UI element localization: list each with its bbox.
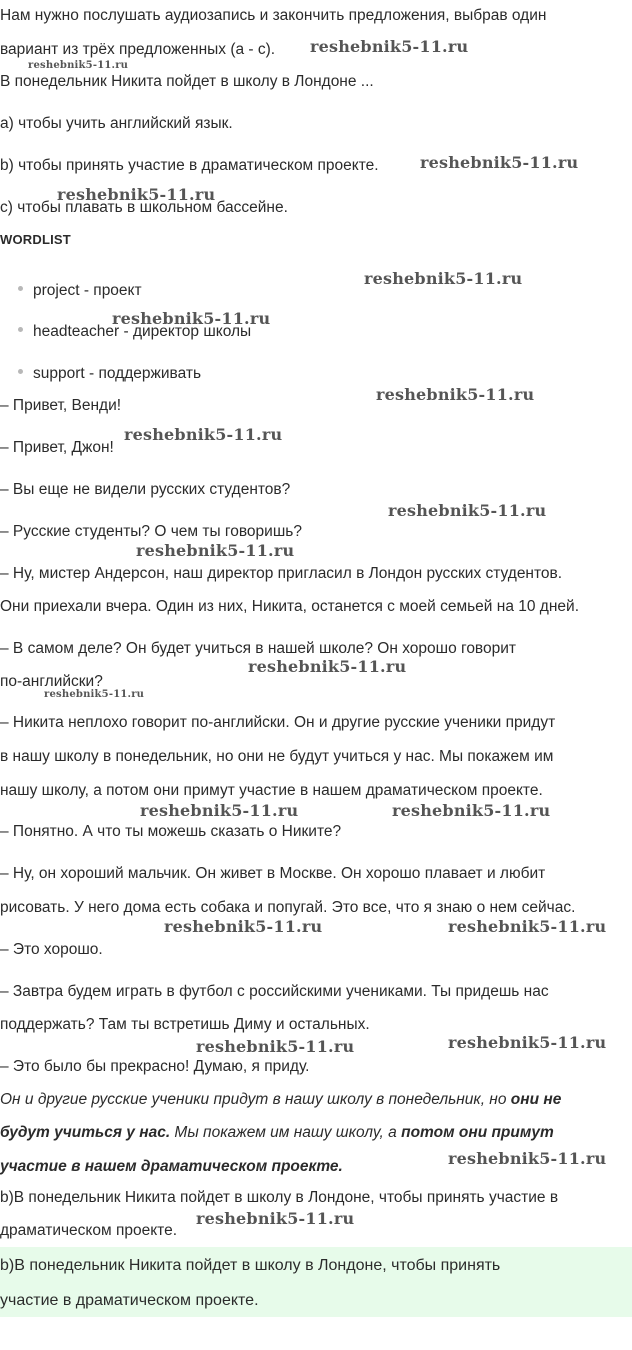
dialogue-line: – Русские студенты? О чем ты говоришь? [0, 523, 302, 540]
watermark: reshebnik5-11.ru [196, 1209, 355, 1228]
option-a: a) чтобы учить английский язык. [0, 115, 233, 132]
dialogue-line: – Вы еще не видели русских студентов? [0, 481, 291, 498]
answer-box-line-1: b)В понедельник Никита пойдет в школу в Лондоне, чтобы принять [0, 1257, 501, 1274]
dialogue-line: – В самом деле? Он будет учиться в нашей школе? Он хорошо говорит [0, 640, 516, 657]
dialogue-line: – Это хорошо. [0, 941, 103, 958]
dialogue-line: – Привет, Венди! [0, 397, 122, 414]
watermark: reshebnik5-11.ru [196, 1037, 355, 1056]
watermark: reshebnik5-11.ru [124, 425, 283, 444]
dialogue-line: – Никита неплохо говорит по-английски. Он и другие русские ученики придут [0, 714, 556, 731]
intro-line-2: вариант из трёх предложенных (a - c). [0, 41, 276, 58]
intro-line-1: Нам нужно послушать аудиозапись и закончить предложения, выбрав один [0, 7, 547, 24]
watermark: reshebnik5-11.ru [420, 153, 579, 172]
watermark: reshebnik5-11.ru [448, 1149, 607, 1168]
dialogue-line: – Ну, мистер Андерсон, наш директор пригласил в Лондон русских студентов. [0, 565, 563, 582]
watermark: reshebnik5-11.ru [364, 269, 523, 288]
answer-highlight-box [0, 1247, 632, 1317]
dialogue-line: рисовать. У него дома есть собака и попугай. Это все, что я знаю о нем сейчас. [0, 899, 576, 916]
highlight-line-1: Он и другие русские ученики придут в нашу школу в понедельник, но они не [0, 1091, 562, 1108]
watermark: reshebnik5-11.ru [448, 1033, 607, 1052]
dialogue-line: в нашу школу в понедельник, но они не будут учиться у нас. Мы покажем им [0, 748, 554, 765]
dialogue-line: – Это было бы прекрасно! Думаю, я приду. [0, 1058, 310, 1075]
dialogue-line: – Ну, он хороший мальчик. Он живет в Москве. Он хорошо плавает и любит [0, 865, 546, 882]
question: В понедельник Никита пойдет в школу в Лондоне ... [0, 73, 374, 90]
wordlist-item: headteacher - директор школы [18, 323, 251, 341]
watermark: reshebnik5-11.ru [448, 917, 607, 936]
watermark: reshebnik5-11.ru [140, 801, 299, 820]
wordlist-heading: WORDLIST [0, 232, 71, 247]
dialogue-line: поддержать? Там ты встретишь Диму и остальных. [0, 1016, 370, 1033]
watermark: reshebnik5-11.ru [136, 541, 295, 560]
watermark: reshebnik5-11.ru [376, 385, 535, 404]
watermark: reshebnik5-11.ru [248, 657, 407, 676]
dialogue-line: – Понятно. А что ты можешь сказать о Никите? [0, 823, 342, 840]
watermark: reshebnik5-11.ru [392, 801, 551, 820]
answer-line-1: b)В понедельник Никита пойдет в школу в Лондоне, чтобы принять участие в [0, 1189, 559, 1206]
bullet-icon [18, 369, 23, 374]
option-c: c) чтобы плавать в школьном бассейне. [0, 199, 288, 216]
watermark: reshebnik5-11.ru [164, 917, 323, 936]
highlight-line-2: будут учиться у нас. Мы покажем им нашу школу, а потом они примут [0, 1124, 554, 1141]
watermark: reshebnik5-11.ru [44, 689, 145, 700]
watermark: reshebnik5-11.ru [28, 60, 129, 71]
wordlist-item: support - поддерживать [18, 365, 201, 383]
bullet-icon [18, 327, 23, 332]
bullet-icon [18, 286, 23, 291]
watermark: reshebnik5-11.ru [57, 185, 216, 204]
answer-box-line-2: участие в драматическом проекте. [0, 1292, 259, 1309]
dialogue-line: – Завтра будем играть в футбол с российскими учениками. Ты придешь нас [0, 983, 549, 1000]
watermark: reshebnik5-11.ru [310, 37, 469, 56]
dialogue-line: по-английски? [0, 673, 103, 690]
answer-line-2: драматическом проекте. [0, 1222, 178, 1239]
watermark: reshebnik5-11.ru [388, 501, 547, 520]
highlight-line-3: участие в нашем драматическом проекте. [0, 1158, 343, 1175]
wordlist-item: project - проект [18, 282, 142, 300]
dialogue-line: Они приехали вчера. Один из них, Никита, останется с моей семьей на 10 дней. [0, 598, 579, 615]
option-b: b) чтобы принять участие в драматическом проекте. [0, 157, 379, 174]
watermark: reshebnik5-11.ru [112, 309, 271, 328]
dialogue-line: нашу школу, а потом они примут участие в нашем драматическом проекте. [0, 782, 543, 799]
dialogue-line: – Привет, Джон! [0, 439, 114, 456]
